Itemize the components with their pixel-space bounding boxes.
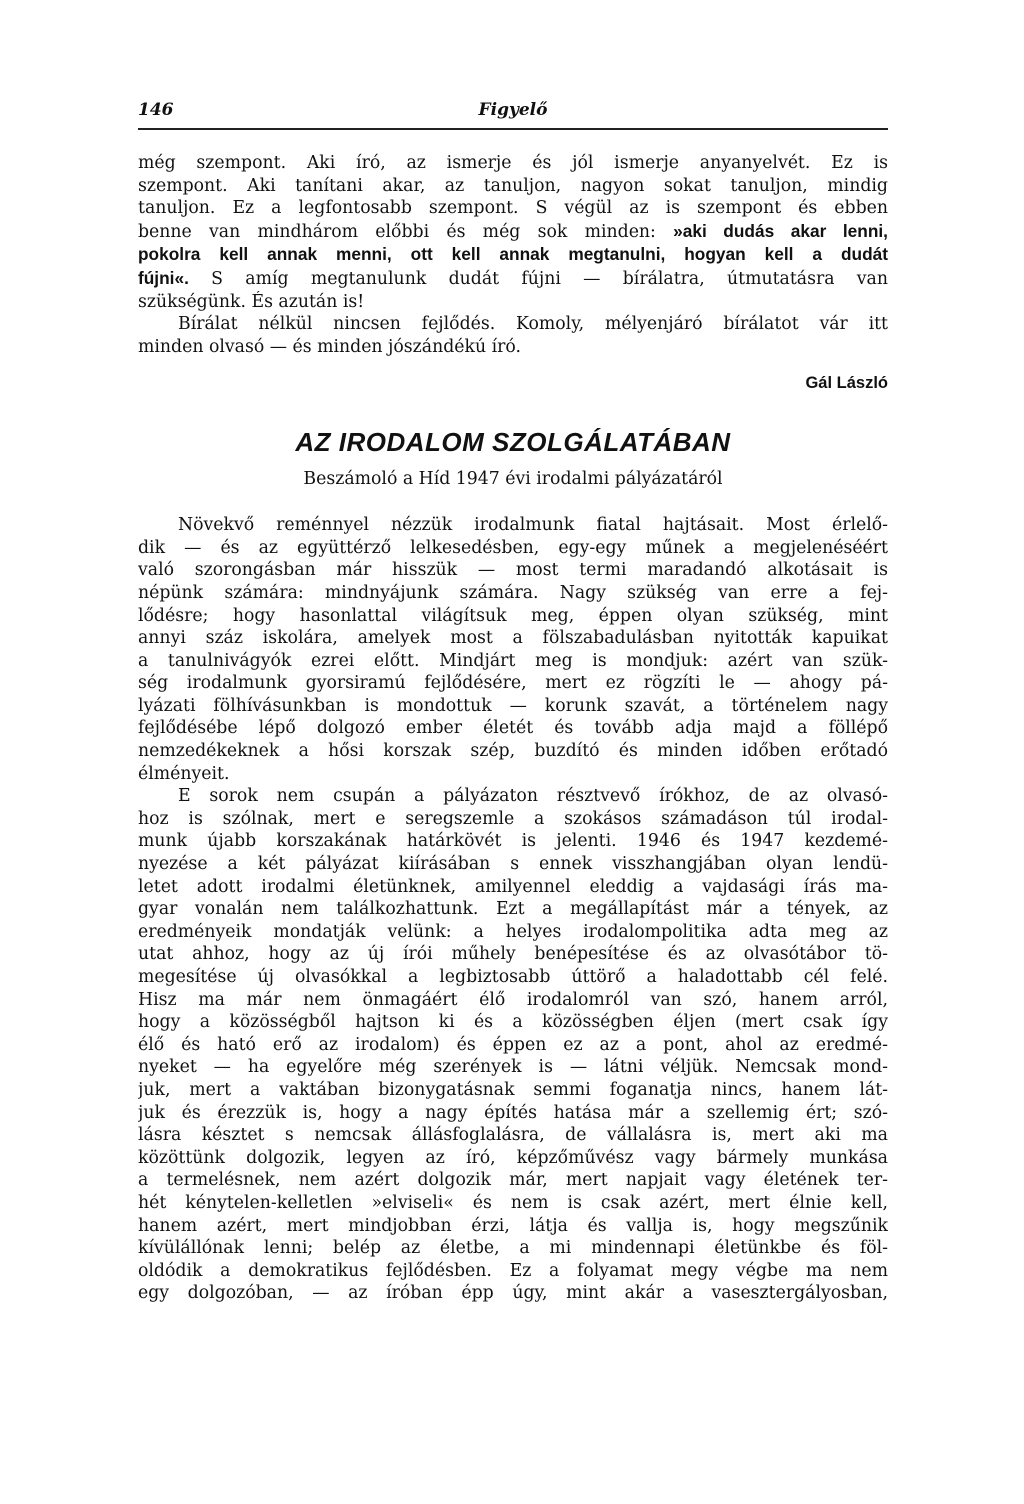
text-line: Hisz ma már nem önmagáért élő irodalomról van szó, hanem arról, <box>138 989 888 1010</box>
text-line: élő és ható erő az irodalom) és éppen ez az a pont, ahol az eredmé- <box>138 1034 888 1055</box>
text-line: egy dolgozóban, — az íróban épp úgy, mint akár a vasesztergályosban, <box>138 1283 888 1304</box>
text-line: nyezése a két pályázat kiírásában s ennek visszhangjában olyan lendü- <box>138 854 888 875</box>
text-line: hogy a közösségből hajtson ki és a közösségben éljen (mert csak így <box>138 1012 888 1033</box>
section-subtitle: Beszámoló a Híd 1947 évi irodalmi pályázatáról <box>303 468 723 489</box>
text-line <box>138 243 888 267</box>
text-line: oldódik a demokratikus fejlődésben. Ez a folyamat megy végbe ma nem <box>138 1260 888 1281</box>
text-line: még szempont. Aki író, az ismerje és jól ismerje anyanyelvét. Ez is <box>138 153 888 173</box>
page-number: 146 <box>138 100 174 120</box>
text-line: munk újabb korszakának határkövét is jelenti. 1946 és 1947 kezdemé- <box>138 831 888 852</box>
paragraph-2 <box>138 313 888 358</box>
text-line: hanem azért, mert mindjobban érzi, látja és vallja is, hogy megszűnik <box>138 1215 888 1236</box>
text-line: nyeket — ha egyelőre még szerények is — látni véljük. Nemcsak mond- <box>138 1057 888 1078</box>
text-line: fejlődésébe lépő dolgozó ember életét és tovább adja majd a föllépő <box>138 718 888 739</box>
text-line: letet adott irodalmi életünknek, amilyennel eleddig a vajdasági írás ma- <box>138 876 888 897</box>
running-title: Figyelő <box>478 100 548 120</box>
text-line: hét kénytelen-kelletlen »elviseli« és nem is csak azért, mert élnie kell, <box>138 1192 888 1213</box>
text-line: lyázati fölhívásunkban is mondottuk — korunk szavát, a történelem nagy <box>138 695 888 716</box>
text-line: E sorok nem csupán a pályázaton résztvevő írókhoz, de az olvasó- <box>178 786 888 807</box>
bold-quote: pokolra kell annak menni, ott kell annak megtanulni, hogyan kell a dudát <box>138 244 888 265</box>
text-line: népünk számára: mindnyájunk számára. Nagy szükség van erre a fej- <box>138 582 888 603</box>
text-span: S amíg megtanulunk dudát fújni — bírálatra, útmutatásra van <box>188 268 888 289</box>
page-header <box>138 96 888 130</box>
text-span: benne van mindhárom előbbi és még sok minden: <box>138 221 674 242</box>
text-line: megesítése új olvasókkal a legbiztosabb úttörő a haladottabb cél felé. <box>138 967 888 987</box>
section-title: AZ IRODALOM SZOLGÁLATÁBAN <box>295 426 731 457</box>
text-line: élményeit. <box>138 763 230 784</box>
page-body <box>138 152 888 1305</box>
text-line: lásra késztet s nemcsak állásfoglalásra, de vállalásra is, mert aki ma <box>138 1125 888 1146</box>
text-line: Bírálat nélkül nincsen fejlődés. Komoly, mélyenjáró bírálatot vár itt <box>178 314 888 335</box>
text-line: szükségünk. És azután is! <box>138 291 365 312</box>
text-line: gyar vonalán nem találkozhattunk. Ezt a megállapítást már a tények, az <box>138 899 888 920</box>
bold-quote: »aki dudás akar lenni, <box>673 220 888 241</box>
text-line: a termelésnek, nem azért dolgozik már, mert napjait vagy életének ter- <box>138 1170 888 1191</box>
text-line: szempont. Aki tanítani akar, az tanuljon, nagyon sokat tanuljon, mindig <box>138 175 888 196</box>
text-line: dik — és az együttérző lelkesedésben, egy-egy műnek a megjelenéséért <box>138 537 888 558</box>
author-signature: Gál László <box>805 374 888 393</box>
text-line: nemzedékeknek a hősi korszak szép, buzdító és minden időben erőtadó <box>138 741 888 762</box>
text-line <box>138 267 888 291</box>
paragraph-4 <box>138 785 888 1305</box>
text-line: lődésre; hogy hasonlattal világítsuk meg, éppen olyan szükség, mint <box>138 605 888 626</box>
text-line: minden olvasó — és minden jószándékú író. <box>138 336 521 357</box>
header-rule <box>138 128 888 130</box>
text-line: annyi száz iskolára, amelyek most a fölszabadulásban nyitották kapuikat <box>138 628 888 649</box>
paragraph-1 <box>138 152 888 313</box>
text-line: való szorongásban már hisszük — most termi maradandó alkotásait is <box>138 560 888 581</box>
text-line: juk, mert a vaktában bizonygatásnak semmi foganatja nincs, hanem lát- <box>138 1079 888 1100</box>
text-line: közöttünk dolgozik, legyen az író, képzőművész vagy bármely munkása <box>138 1147 888 1168</box>
text-line: eredményeik mondatják velünk: a helyes irodalompolitika adta meg az <box>138 921 888 942</box>
text-line: hoz is szólnak, mert e seregszemle a szokásos számadáson túl irodal- <box>138 808 888 829</box>
text-line: tanuljon. Ez a legfontosabb szempont. S végül az is szempont és ebben <box>138 198 888 219</box>
paragraph-3 <box>138 514 888 785</box>
text-line: juk és érezzük is, hogy a nagy építés hatása már a szellemig ért; szó- <box>138 1102 888 1123</box>
text-line: kívülállónak lenni; belép az életbe, a mi mindennapi életünkbe és föl- <box>138 1238 888 1259</box>
bold-quote: fújni«. <box>138 267 189 288</box>
text-line: Növekvő reménnyel nézzük irodalmunk fiatal hajtásait. Most érlelő- <box>178 515 888 536</box>
text-line: utat ahhoz, hogy az új írói műhely benépesítése és az olvasótábor tö- <box>138 944 888 965</box>
text-line <box>138 220 888 244</box>
text-line: ség irodalmunk gyorsiramú fejlődésére, mert ez rögzíti le — ahogy pá- <box>138 673 888 694</box>
text-line: a tanulnivágyók ezrei előtt. Mindjárt meg is mondjuk: azért van szük- <box>138 650 888 671</box>
